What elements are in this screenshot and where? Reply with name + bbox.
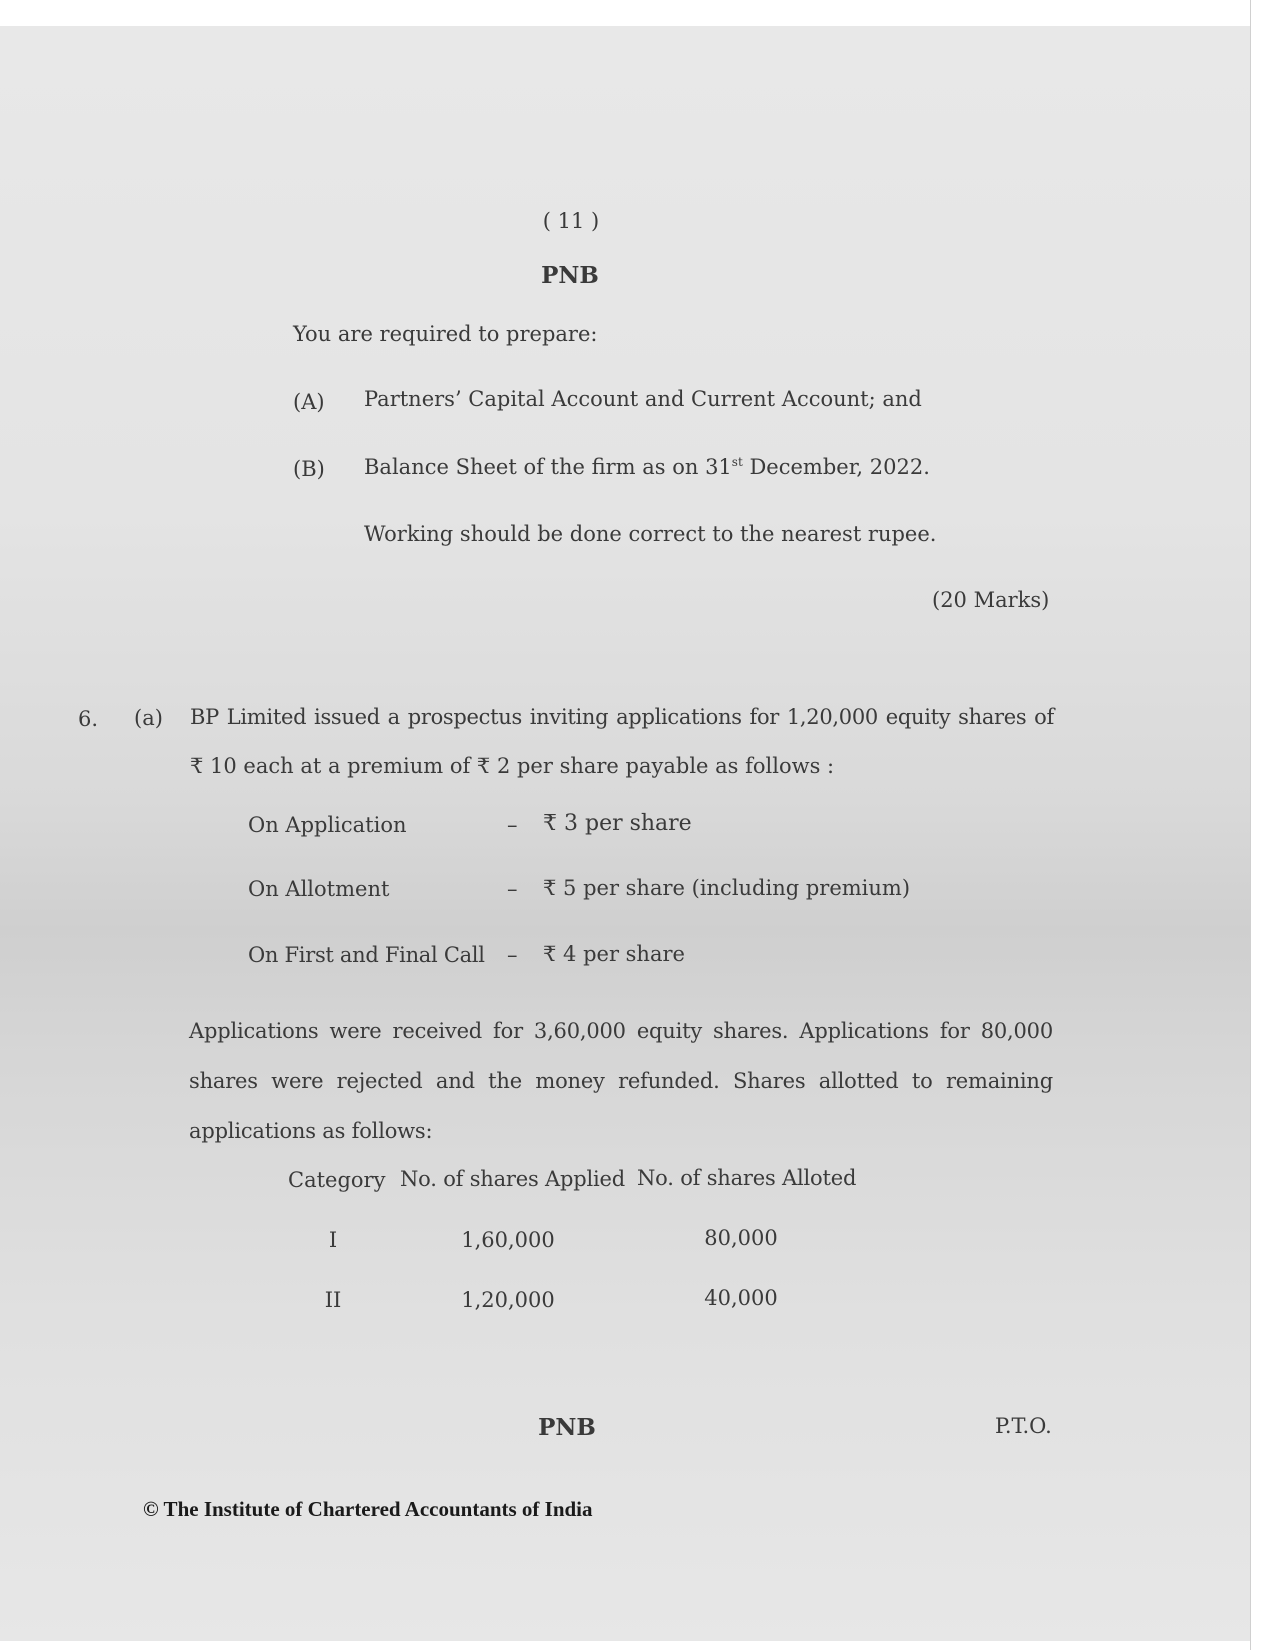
- question-number: 6.: [78, 707, 99, 731]
- schedule-amount: ₹ 4 per share: [543, 942, 685, 966]
- page-margin: [1250, 0, 1275, 1650]
- table-header-category: Category: [288, 1168, 386, 1192]
- item-b-label: (B): [293, 457, 325, 481]
- item-b-text: Balance Sheet of the firm as on 31st December, 2022.: [364, 455, 930, 479]
- header-code: PNB: [541, 262, 599, 289]
- table-cell: 1,20,000: [461, 1288, 555, 1312]
- rounding-note: Working should be done correct to the nearest rupee.: [364, 522, 937, 546]
- question-part: (a): [134, 706, 163, 730]
- table-header-alloted: No. of shares Alloted: [637, 1166, 857, 1190]
- marks-label: (20 Marks): [932, 588, 1050, 612]
- pto-label: P.T.O.: [995, 1414, 1052, 1438]
- schedule-dash: –: [507, 877, 518, 901]
- copyright-line: © The Institute of Chartered Accountants of India: [143, 1497, 593, 1521]
- schedule-amount: ₹ 3 per share: [543, 811, 692, 836]
- item-a-label: (A): [293, 390, 325, 414]
- question-line-1: BP Limited issued a prospectus inviting applications for 1,20,000 equity shares of: [190, 705, 1054, 729]
- footer-code: PNB: [538, 1414, 596, 1441]
- table-header-applied: No. of shares Applied: [400, 1167, 625, 1191]
- page-number: ( 11 ): [542, 209, 600, 233]
- intro-lead: You are required to prepare:: [293, 322, 598, 346]
- question-line-2: ₹ 10 each at a premium of ₹ 2 per share payable as follows :: [190, 754, 835, 778]
- table-cell: 1,60,000: [461, 1228, 555, 1252]
- ordinal-suffix: st: [731, 455, 743, 469]
- table-cell: II: [324, 1288, 342, 1312]
- table-cell: 80,000: [704, 1226, 778, 1250]
- table-cell: I: [328, 1228, 338, 1252]
- schedule-stage: On First and Final Call: [248, 943, 485, 967]
- item-a-text: Partners’ Capital Account and Current Account; and: [364, 387, 922, 411]
- allotment-paragraph: Applications were received for 3,60,000 equity shares. Applications for 80,000 shares were rejected and the money refunded. Shares allotted to remaining applications as follows:: [189, 1019, 1053, 1143]
- schedule-stage: On Allotment: [248, 877, 390, 901]
- table-cell: 40,000: [704, 1286, 778, 1310]
- schedule-stage: On Application: [248, 813, 407, 837]
- schedule-amount: ₹ 5 per share (including premium): [543, 876, 911, 900]
- schedule-dash: –: [507, 813, 518, 837]
- schedule-dash: –: [507, 943, 518, 967]
